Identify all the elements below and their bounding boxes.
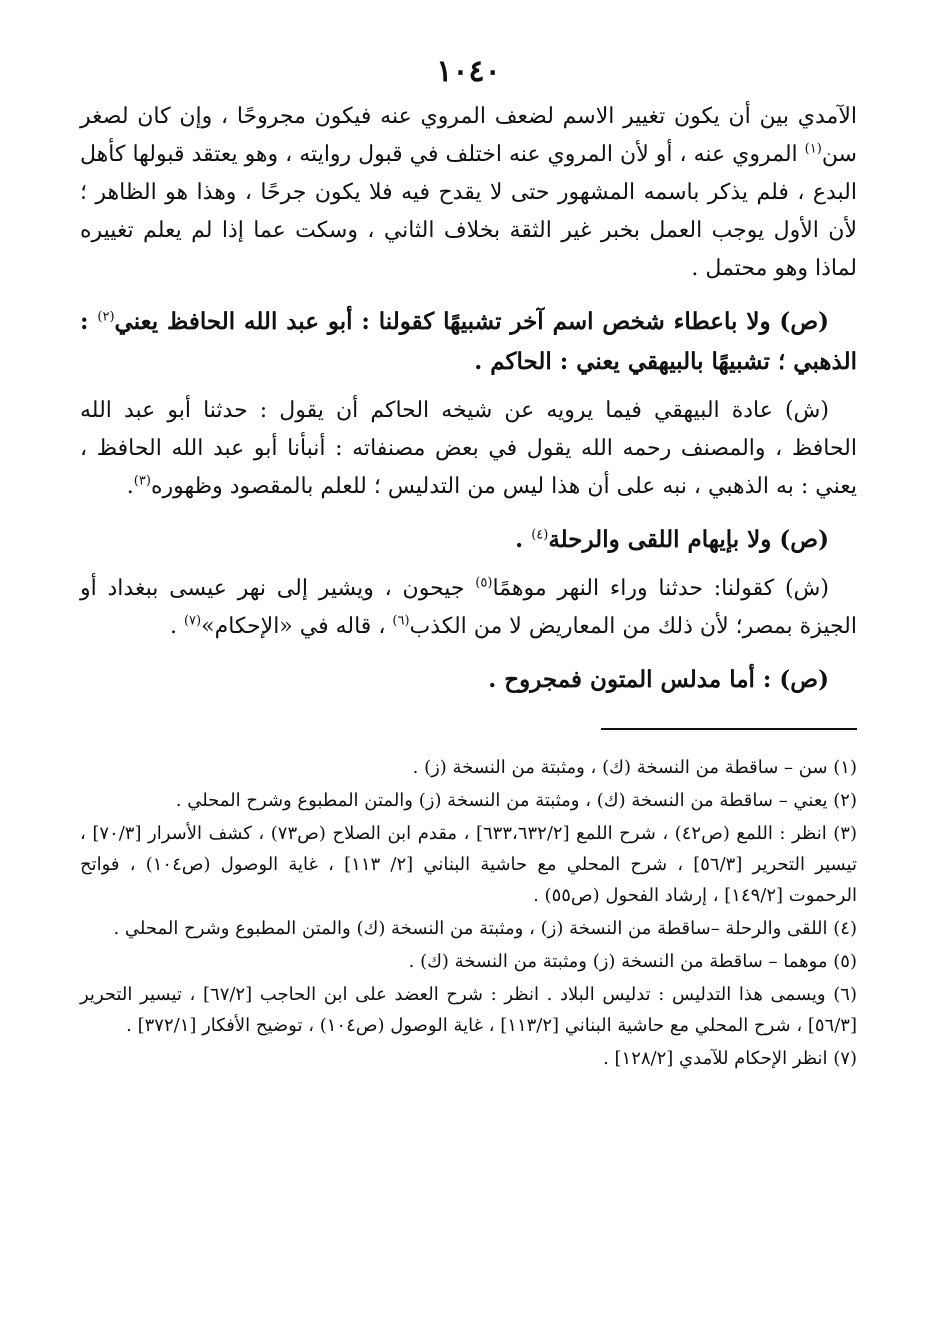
document-page [80, 52, 857, 1076]
footnote-ref[interactable]: (٧) [183, 613, 202, 629]
footnote-4: (٤) اللقى والرحلة –ساقطة من النسخة (ز) ، ومثبتة من النسخة (ك) والمتن المطبوع وشرح المحلي . [113, 918, 857, 939]
paragraph-text: الآمدي بين أن يكون تغيير الاسم لضعف المروي عنه فيكون مجروحًا ، وإن كان لصغر سن [80, 104, 857, 167]
paragraph-text: (ش) كقولنا: حدثنا وراء النهر موهمًا [492, 576, 829, 601]
footnotes-section [80, 752, 857, 1074]
footnote-2: (٢) يعني – ساقطة من النسخة (ك) ، ومثبتة من النسخة (ز) والمتن المطبوع وشرح المحلي . [175, 790, 857, 811]
footnote-7: (٧) انظر الإحكام للآمدي [١٢٨/٢] . [603, 1048, 857, 1069]
paragraph-text: . [169, 614, 184, 639]
footnote-3: (٣) انظر : اللمع (ص٤٢) ، شرح اللمع [٦٣٣،٦٣٢/٢] ، مقدم ابن الصلاح (ص٧٣) ، كشف الأسرار [٧٠/٣] ، تيسير التحرير [٥٦/٣] ، شرح المحلي مع حاشية البناني [٢/ ١١٣] ، غاية الوصول (ص١٠٤) ، فواتح الرحموت [١٤٩/٢] ، إرشاد الفحول (ص٥٥) . [80, 823, 858, 906]
paragraph-text: . [515, 526, 532, 553]
footnote-ref[interactable]: (١) [804, 141, 822, 157]
paragraph-text: : الذهبي ؛ تشبيهًا بالبيهقي يعني : الحاكم . [80, 308, 857, 375]
footnote-ref[interactable]: (٣) [133, 473, 151, 489]
paragraph-text: (ص) ولا بإيهام اللقى والرحلة [548, 526, 829, 553]
footnote-ref[interactable]: (٥) [475, 575, 493, 591]
paragraph-text: جيحون ، ويشير إلى نهر عيسى ببغداد أو الجيزة بمصر؛ لأن ذلك من المعاريض لا من الكذب [80, 576, 857, 639]
matn-paragraph [80, 520, 857, 560]
footnote-1: (١) سن – ساقطة من النسخة (ك) ، ومثبتة من النسخة (ز) . [412, 757, 857, 778]
paragraph-text: (ش) عادة البيهقي فيما يرويه عن شيخه الحاكم أن يقول : حدثنا أبو عبد الله الحافظ ، والمصنف رحمه الله يقول في بعض مصنفاته : أنبأنا أبو عبد الله الحافظ ، يعني : به الذهبي ، نبه على أن هذا ليس من التدليس ؛ للعلم بالمقصود وظهوره [80, 398, 857, 499]
commentary-paragraph [80, 570, 857, 646]
footnote-5: (٥) موهما – ساقطة من النسخة (ز) ومثبتة من النسخة (ك) . [408, 951, 857, 972]
footnote-6: (٦) ويسمى هذا التدليس : تدليس البلاد . انظر : شرح العضد على ابن الحاجب [٦٧/٢] ، تيسير التحرير [٥٦/٣] ، شرح المحلي مع حاشية البناني [١١٣/٢] ، غاية الوصول (ص١٠٤) ، توضيح الأفكار [٣٧٢/١] . [80, 984, 857, 1036]
paragraph-text: . [126, 474, 134, 499]
paragraph-text: ، قاله في «الإحكام» [201, 614, 393, 639]
footnote-ref[interactable]: (٦) [392, 613, 410, 629]
matn-paragraph [80, 302, 857, 382]
commentary-paragraph [80, 392, 857, 506]
footnote-ref[interactable]: (٢) [97, 309, 115, 325]
paragraph-text: (ص) : أما مدلس المتون فمجروح . [488, 666, 829, 693]
paragraph-text: المروي عنه ، أو لأن المروي عنه اختلف في قبول روايته ، وهو يعتقد قبولها كأهل البدع ، فلم يذكر باسمه المشهور حتى لا يقدح فيه فلا يكون جرحًا ، وهذا هو الظاهر ؛ لأن الأول يوجب العمل بخبر غير الثقة بخلاف الثاني ، وسكت عما إذا لم يعلم تغييره لماذا وهو محتمل . [80, 142, 857, 281]
matn-paragraph [80, 660, 857, 700]
footnote-ref[interactable]: (٤) [531, 527, 549, 543]
page-number: ١٠٤٠ [436, 54, 501, 89]
footnote-divider [601, 728, 857, 730]
commentary-paragraph [80, 98, 857, 288]
paragraph-text: (ص) ولا باعطاء شخص اسم آخر تشبيهًا كقولنا : أبو عبد الله الحافظ يعني [114, 308, 830, 335]
